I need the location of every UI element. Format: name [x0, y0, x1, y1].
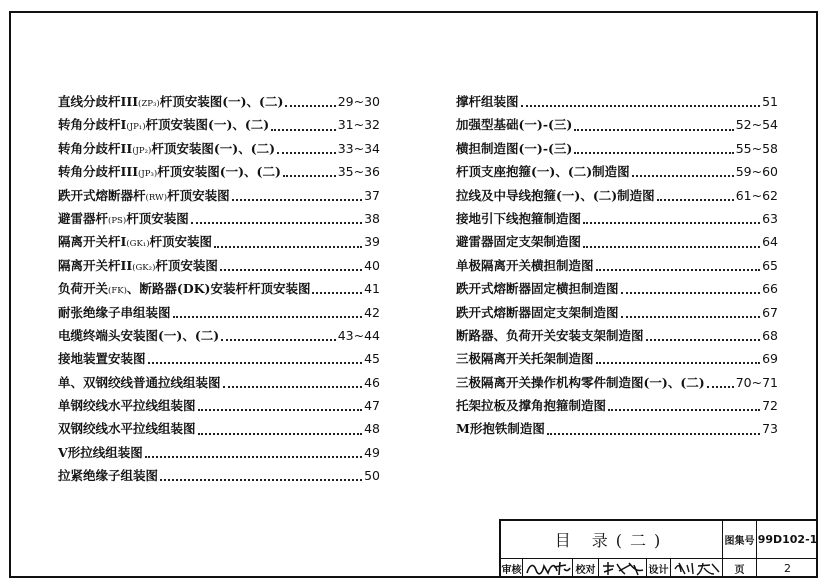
toc-entry — [456, 326, 778, 349]
toc-title-text: 跌开式熔断器固定横担制造图 — [456, 281, 619, 297]
toc-page-number: 63 — [762, 210, 778, 226]
page-label: 页 — [723, 559, 757, 578]
toc-page-number: 69 — [762, 351, 778, 367]
toc-leader-dots — [632, 174, 734, 177]
toc-page-number: 43~44 — [337, 327, 380, 343]
toc-leader-dots — [596, 361, 761, 364]
toc-entry-title — [58, 396, 196, 414]
toc-entry-title — [58, 139, 275, 157]
toc-leader-dots — [160, 478, 362, 481]
toc-title-rest: 杆顶安装图(一)、(二) — [157, 164, 281, 180]
toc-title-text: 拉线及中导线抱箍(一)、(二)制造图 — [456, 187, 655, 203]
toc-entry-title — [456, 279, 619, 297]
toc-leader-dots — [312, 291, 362, 294]
toc-title-text: 横担制造图(一)-(三) — [456, 140, 573, 156]
toc-leader-dots — [583, 221, 760, 224]
toc-title-rest: 杆顶安装图 — [126, 210, 189, 226]
toc-leader-dots — [271, 128, 336, 131]
toc-title-text: 三极隔离开关托架制造图 — [456, 351, 594, 367]
toc-entry-title — [58, 443, 143, 461]
toc-page-number: 55~58 — [735, 140, 778, 156]
toc-page-number: 73 — [762, 421, 778, 437]
toc-title-code: (JP₃) — [138, 169, 158, 180]
toc-entry — [58, 186, 380, 209]
toc-page-number: 72 — [762, 398, 778, 414]
toc-title-text: 接地装置安装图 — [58, 351, 146, 367]
toc-entry-title — [58, 162, 281, 180]
toc-leader-dots — [285, 104, 335, 107]
toc-title-text: V形拉线组装图 — [58, 444, 143, 460]
toc-page-number: 46 — [364, 374, 380, 390]
toc-page-number: 40 — [364, 257, 380, 273]
toc-entry-title — [58, 279, 310, 297]
toc-title-text: 隔离开关杆II — [58, 257, 133, 273]
toc-title-text: 跌开式熔断器固定支架制造图 — [456, 304, 619, 320]
toc-leader-dots — [223, 385, 363, 388]
atlas-number-label: 图集号 — [723, 521, 757, 559]
toc-leader-dots — [145, 455, 362, 458]
toc-leader-dots — [198, 432, 363, 435]
toc-title-text: 隔离开关杆I — [58, 234, 127, 250]
toc-leader-dots — [657, 198, 734, 201]
toc-leader-dots — [221, 338, 336, 341]
toc-title-rest: 、断路器(DK)安装杆杆顶安装图 — [126, 281, 311, 297]
toc-title-code: (RW) — [145, 192, 168, 203]
toc-page-number: 67 — [762, 304, 778, 320]
toc-title-text: 拉紧绝缘子组装图 — [58, 468, 159, 484]
toc-entry-title — [58, 466, 158, 484]
toc-title-text: 转角分歧杆III — [58, 164, 139, 180]
toc-entry-title — [58, 303, 171, 321]
toc-page-number: 49 — [364, 444, 380, 460]
check-label: 校对 — [573, 559, 599, 578]
toc-leader-dots — [198, 408, 363, 411]
toc-title-text: 电缆终端头安装图(一)、(二) — [58, 327, 220, 343]
toc-entry-title — [456, 209, 581, 227]
toc-entry — [58, 115, 380, 138]
toc-entry-title — [456, 232, 581, 250]
toc-entry-title — [456, 349, 594, 367]
toc-entry-title — [456, 303, 619, 321]
toc-page-number: 47 — [364, 398, 380, 414]
toc-entry-title — [456, 373, 705, 391]
toc-entry-title — [456, 139, 572, 157]
toc-leader-dots — [521, 104, 761, 107]
toc-title-code: (ZP₃) — [138, 99, 160, 109]
toc-title-text: 避雷器固定支架制造图 — [456, 234, 582, 250]
reviewer-signature — [523, 559, 573, 578]
toc-entry — [58, 139, 380, 162]
toc-entry-title — [456, 186, 655, 204]
toc-leader-dots — [191, 221, 362, 224]
toc-entry — [58, 326, 380, 349]
design-label: 设计 — [647, 559, 671, 578]
toc-leader-dots — [220, 268, 362, 271]
toc-title-code: (GK₂) — [132, 262, 156, 273]
toc-left-column — [58, 92, 380, 490]
toc-entry-title — [58, 256, 218, 274]
toc-entry-title — [456, 326, 644, 344]
toc-entry — [58, 92, 380, 115]
toc-title-rest: 杆顶安装图(一)、(二) — [151, 140, 276, 156]
toc-entry-title — [58, 232, 212, 250]
toc-page-number: 39 — [364, 234, 380, 250]
toc-page-number: 33~34 — [337, 140, 380, 156]
toc-entry-title — [456, 419, 545, 437]
page-number: 2 — [784, 562, 791, 575]
toc-entry-title — [456, 256, 594, 274]
toc-title-text: 转角分歧杆II — [58, 140, 133, 156]
toc-entry-title — [58, 326, 219, 344]
toc-title-text: 接地引下线抱箍制造图 — [456, 210, 582, 226]
toc-leader-dots — [646, 338, 761, 341]
toc-entry-title — [58, 186, 230, 204]
toc-entry-title — [456, 115, 572, 133]
toc-entry — [456, 162, 778, 185]
toc-entry-title — [58, 349, 146, 367]
toc-title-text: 加强型基础(一)-(三) — [456, 117, 573, 133]
toc-entry-title — [58, 92, 283, 110]
toc-leader-dots — [621, 291, 761, 294]
toc-leader-dots — [148, 361, 363, 364]
toc-title-text: 双钢绞线水平拉线组装图 — [58, 421, 196, 437]
toc-leader-dots — [596, 268, 761, 271]
toc-page-number: 64 — [762, 234, 778, 250]
toc-leader-dots — [574, 128, 733, 131]
toc-entry — [456, 303, 778, 326]
toc-title-code: (JP₁) — [126, 122, 146, 133]
toc-entry — [58, 443, 380, 466]
toc-entry — [58, 466, 380, 489]
toc-leader-dots — [277, 151, 336, 154]
toc-title-text: 单、双钢绞线普通拉线组装图 — [58, 374, 221, 390]
toc-title-text: 直线分歧杆III — [58, 94, 139, 109]
toc-title-text: 跌开式熔断器杆 — [58, 187, 146, 203]
toc-page-number: 45 — [364, 351, 380, 367]
toc-entry-title — [456, 162, 630, 180]
toc-entry — [456, 115, 778, 138]
toc-page-number: 31~32 — [337, 117, 380, 133]
toc-page-number: 37 — [364, 187, 380, 203]
toc-title-text: 转角分歧杆I — [58, 117, 127, 133]
toc-title-text: 单钢绞线水平拉线组装图 — [58, 398, 196, 414]
toc-title-text: 耐张绝缘子串组装图 — [58, 304, 171, 320]
toc-title-text: 杆顶支座抱箍(一)、(二)制造图 — [456, 164, 630, 180]
toc-page-number: 48 — [364, 421, 380, 437]
toc-title-text: 撑杆组装图 — [456, 94, 519, 109]
toc-leader-dots — [547, 432, 760, 435]
designer-signature — [671, 559, 723, 578]
toc-page-number: 29~30 — [337, 94, 380, 109]
toc-page-number: 50 — [364, 468, 380, 484]
toc-leader-dots — [583, 245, 760, 248]
toc-entry-title — [58, 209, 189, 227]
checker-signature — [599, 559, 647, 578]
toc-page-number: 51 — [762, 94, 778, 109]
toc-title-rest: 杆顶安装图 — [149, 234, 213, 250]
toc-entry-title — [58, 419, 196, 437]
toc-page-number: 38 — [364, 210, 380, 226]
toc-entry — [456, 232, 778, 255]
toc-title-code: (GK₁) — [126, 239, 150, 250]
toc-right-column — [456, 92, 778, 443]
toc-entry-title — [58, 115, 269, 133]
toc-leader-dots — [621, 315, 761, 318]
toc-title-rest: 杆顶安装图(一)、(二) — [145, 117, 270, 133]
toc-title-code: (JP₂) — [132, 145, 152, 156]
toc-entry — [58, 209, 380, 232]
toc-entry — [456, 396, 778, 419]
toc-entry — [456, 419, 778, 442]
toc-page-number: 61~62 — [735, 187, 778, 203]
toc-title-code: (FK) — [108, 286, 127, 297]
toc-entry — [456, 256, 778, 279]
toc-entry — [456, 186, 778, 209]
review-label: 审核 — [501, 559, 523, 578]
toc-page-number: 65 — [762, 257, 778, 273]
toc-title-code: (PS) — [108, 215, 127, 226]
signature-row — [501, 559, 818, 578]
toc-entry — [456, 373, 778, 396]
toc-entry — [58, 162, 380, 185]
toc-entry — [58, 349, 380, 372]
toc-leader-dots — [283, 174, 336, 177]
atlas-number: 99D102-1 — [757, 521, 818, 559]
toc-entry — [58, 279, 380, 302]
toc-leader-dots — [574, 151, 733, 154]
toc-leader-dots — [173, 315, 363, 318]
toc-page-number: 66 — [762, 281, 778, 297]
toc-entry — [456, 139, 778, 162]
toc-page-number: 59~60 — [735, 164, 778, 180]
toc-page-number: 41 — [364, 281, 380, 297]
toc-title-rest: 杆顶安装图(一)、(二) — [159, 94, 284, 109]
toc-page-number: 35~36 — [337, 164, 380, 180]
toc-entry — [58, 303, 380, 326]
toc-entry-title — [456, 396, 606, 414]
toc-entry-title — [58, 373, 221, 391]
toc-leader-dots — [214, 245, 362, 248]
toc-entry — [58, 256, 380, 279]
toc-entry — [456, 209, 778, 232]
toc-entry-title — [456, 92, 519, 110]
toc-leader-dots — [707, 385, 734, 388]
toc-entry — [58, 232, 380, 255]
toc-leader-dots — [608, 408, 760, 411]
toc-title-text: 负荷开关 — [58, 281, 109, 297]
toc-page-number: 42 — [364, 304, 380, 320]
toc-leader-dots — [232, 198, 362, 201]
toc-entry — [456, 92, 778, 115]
toc-page-number: 70~71 — [735, 374, 778, 390]
toc-entry — [456, 349, 778, 372]
toc-title-text: M形抱铁制造图 — [456, 421, 545, 437]
document-title: 目 录(二) — [501, 521, 723, 559]
toc-entry — [58, 419, 380, 442]
toc-title-rest: 杆顶安装图 — [155, 257, 218, 273]
title-block — [499, 519, 816, 576]
toc-title-text: 托架拉板及撑角抱箍制造图 — [456, 398, 607, 414]
toc-entry — [58, 396, 380, 419]
toc-page-number: 52~54 — [735, 117, 778, 133]
toc-page-number: 68 — [762, 327, 778, 343]
toc-title-text: 避雷器杆 — [58, 210, 109, 226]
toc-entry — [456, 279, 778, 302]
toc-title-rest: 杆顶安装图 — [167, 187, 230, 203]
toc-title-text: 单极隔离开关横担制造图 — [456, 257, 594, 273]
toc-title-text: 三极隔离开关操作机构零件制造图(一)、(二) — [456, 374, 705, 390]
toc-title-text: 断路器、负荷开关安装支架制造图 — [456, 327, 644, 343]
toc-entry — [58, 373, 380, 396]
